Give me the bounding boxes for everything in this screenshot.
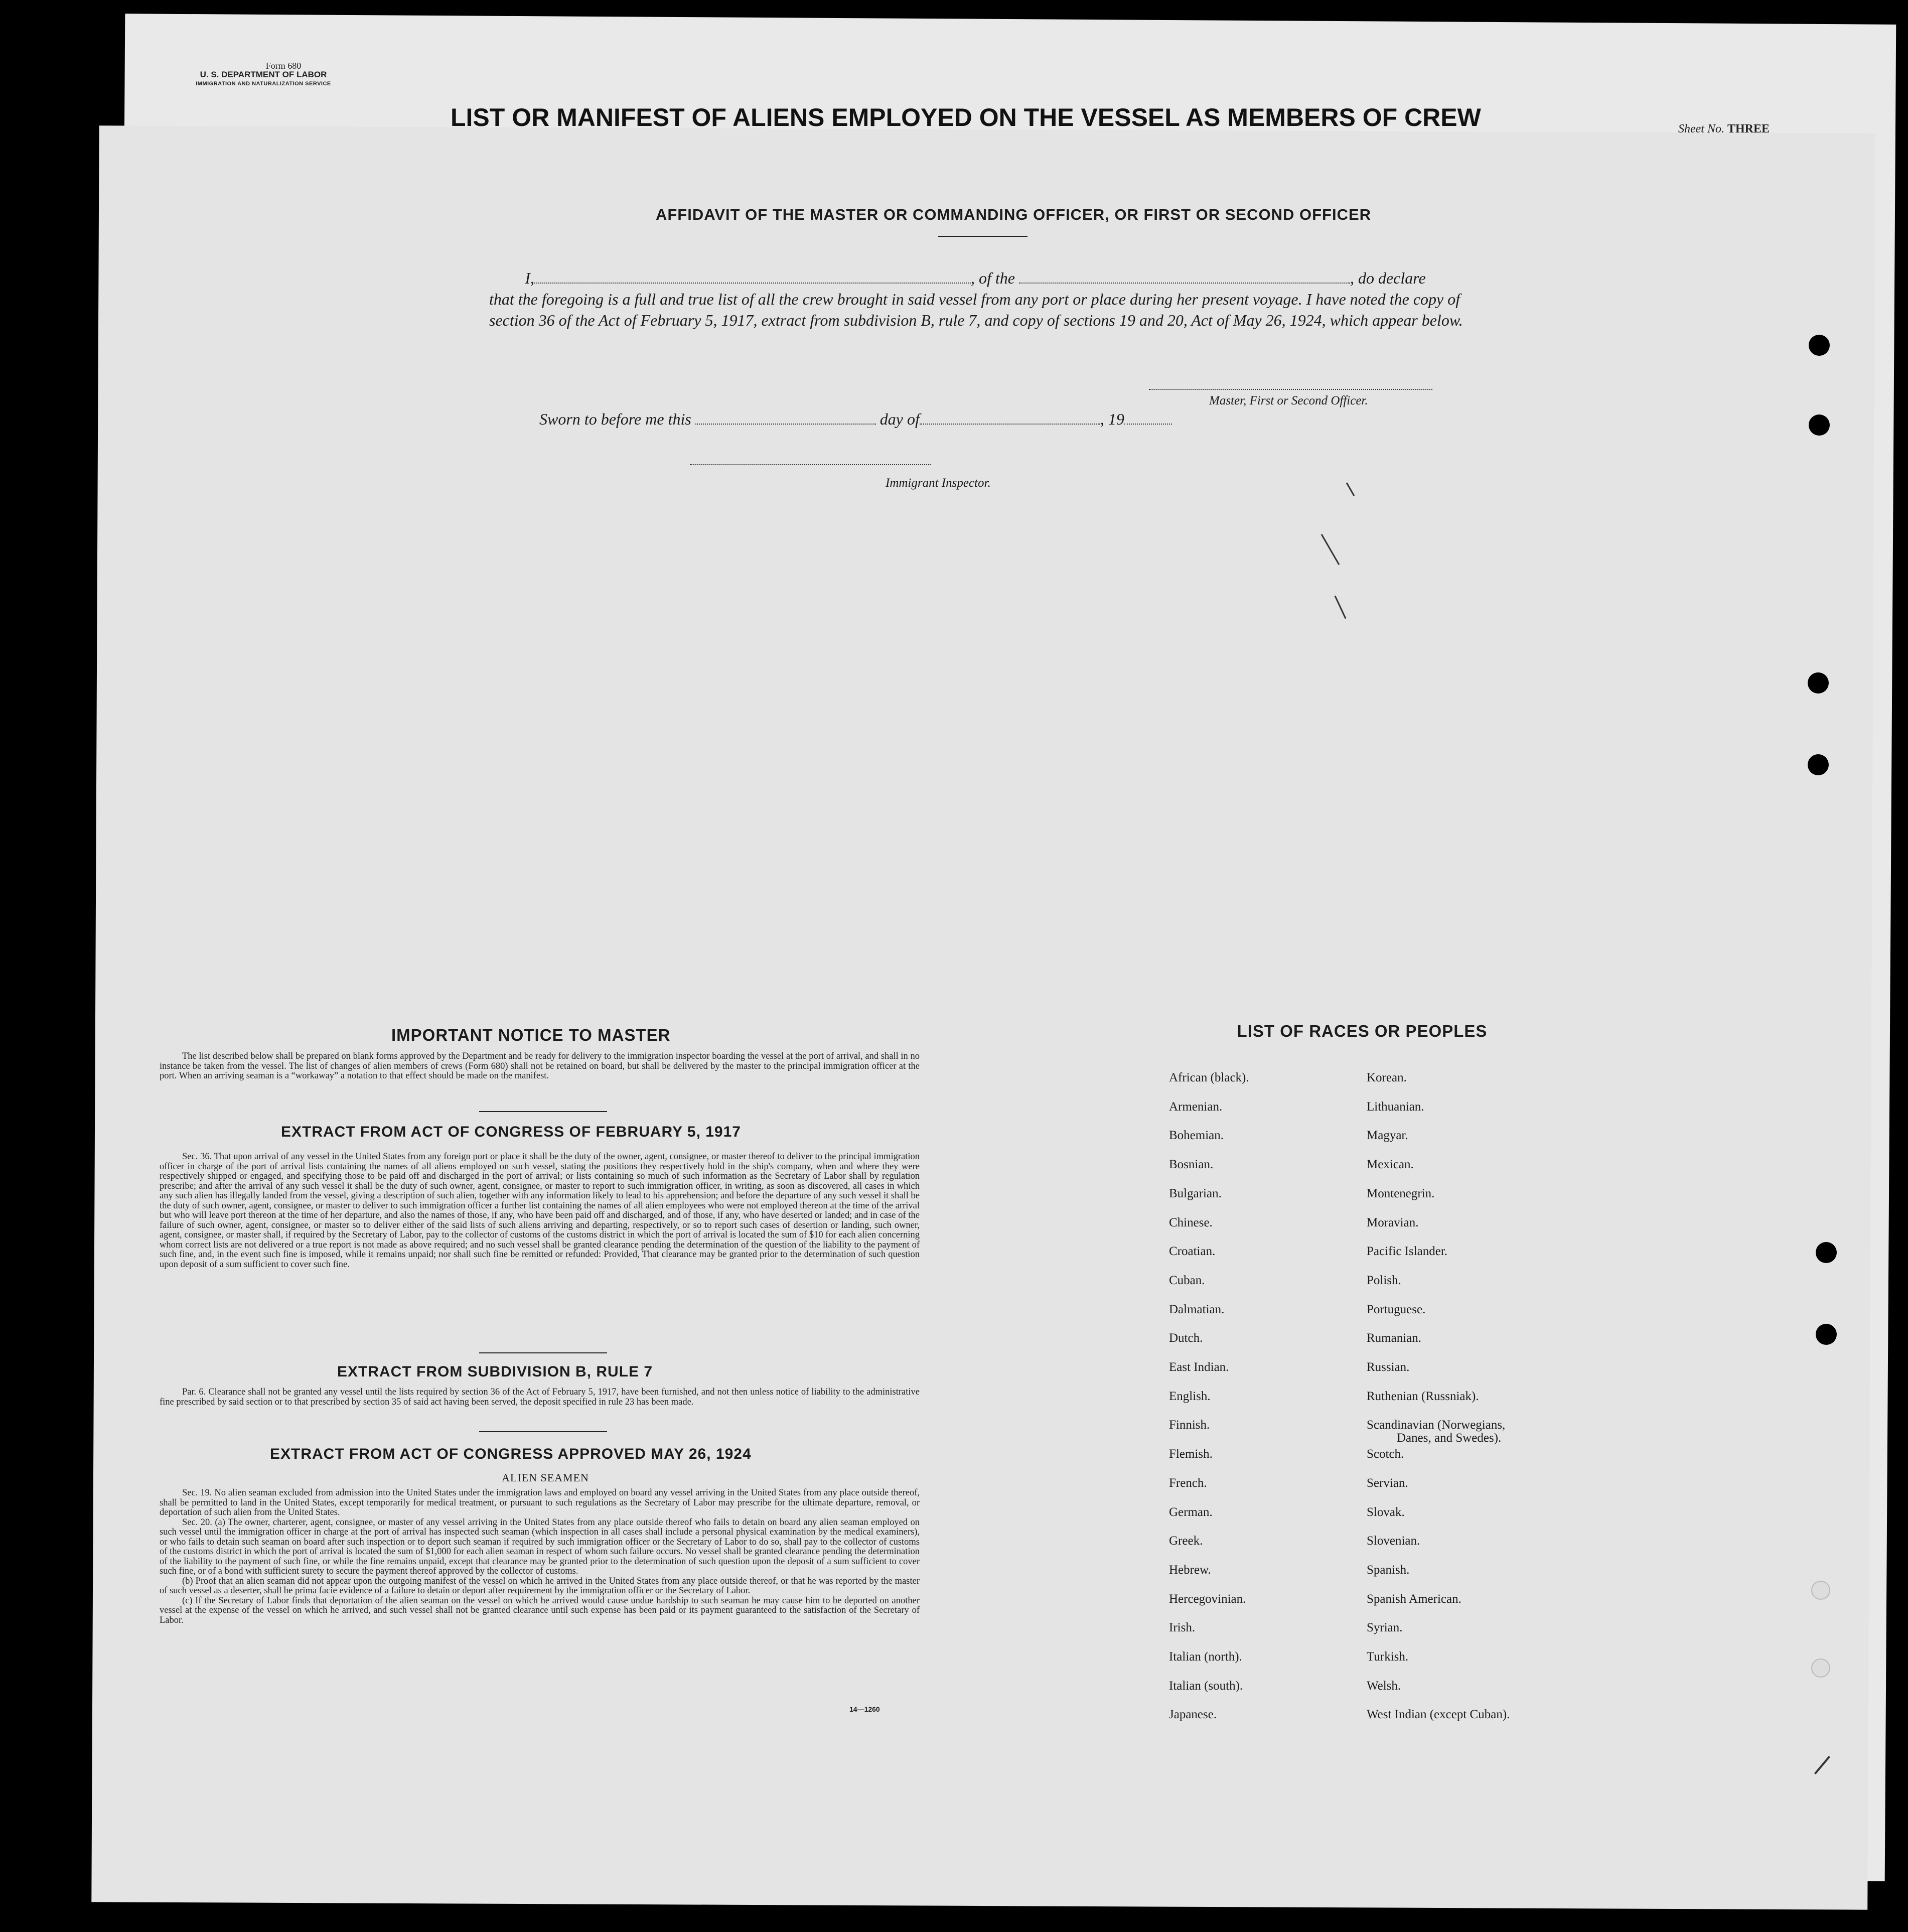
section-rule [479, 1431, 607, 1432]
section-rule [479, 1111, 607, 1112]
declarant-prefix: I, [525, 269, 534, 287]
extract-1917-text [160, 1152, 920, 1270]
extract-1917-paragraph: Sec. 36. That upon arrival of any vessel in the United States from any foreign port or place it shall be the duty of the owner, agent, consignee, or master thereof to deliver to the principal immigration officer in charge of the port of arrival lists containing the names of all aliens employed on such vessel, stating the positions they respectively hold in the ship's company, when and where they were respectively shipped or engaged, and specifying those to be paid off and discharged in the port of arrival; or lists containing so much of such information as the Secretary of Labor shall by regulation prescribe; and after the arrival of any such vessel it shall be the duty of such owner, agent, consignee, or master to report to such immigration officer, in writing, as soon as discovered, all cases in which any such alien has illegally landed from the vessel, giving a description of such alien, together with any information likely to lead to his apprehension; and before the departure of any such vessel it shall be the duty of such owner, agent, consignee, or master to deliver to such immigration officer a further list containing the names of all alien employees who were not employed thereon at the time of the arrival but who will leave port thereon at the time of her departure, and also the names of those, if any, who have been paid off and discharged, and of those, if any, who have deserted or landed; and in case of the failure of such owner, agent, consignee, or master so to deliver either of the said lists of such aliens arriving and departing, respectively, or so to report such cases of desertion or landing, such owner, agent, consignee, or master shall, if required by the Secretary of Labor, pay to the collector of customs of the customs district in which the port of arrival is located the sum of $10 for each alien concerning whom correct lists are not delivered or a true report is not made as above required; and no such vessel shall be granted clearance pending the determination of the question of the liability to the payment of such fine, and, in the event such fine is imposed, while it remains unpaid; nor shall such fine be remitted or refunded: Provided, That clearance may be granted prior to the determination of such question upon deposit of a sum sufficient to cover such fine. [160, 1152, 920, 1270]
sworn-year-field[interactable] [1124, 421, 1172, 425]
race-item: Pacific Islander. [1367, 1245, 1448, 1258]
race-item: Hercegovinian. [1169, 1592, 1246, 1606]
race-item: Slovenian. [1367, 1534, 1420, 1548]
extract-1924-title: EXTRACT FROM ACT OF CONGRESS APPROVED MAY 26, 1924 [270, 1446, 752, 1462]
punch-hole-faint [1811, 1581, 1830, 1600]
sheet-number-label: Sheet No. [1678, 122, 1724, 135]
race-item: Croatian. [1169, 1245, 1216, 1258]
race-item: Bulgarian. [1169, 1187, 1222, 1200]
race-item: Russian. [1367, 1360, 1410, 1374]
race-item: Cuban. [1169, 1274, 1205, 1287]
race-item: Chinese. [1169, 1216, 1213, 1229]
sec-20a-paragraph: Sec. 20. (a) The owner, charterer, agent, consignee, or master of any vessel arriving in the United States from any place outside thereof who fails to detain on board any alien seaman employed on such vessel until the immigration officer in charge at the port of arrival has inspected such seaman (which inspection in all cases shall include a personal physical examination by the medical examiners), or who fails to detain such seaman on board after such inspection or to deport such seaman if required by such immigration officer or the Secretary of Labor to do so, shall pay to the collector of customs of the customs district in which the port of arrival is located the sum of $1,000 for each alien seaman in respect of whom such failure occurs. No vessel shall be granted clearance pending the determination of the liability to the payment of such fine, or while the fine remains unpaid, except that clearance may be granted prior to the determination of such question upon the deposit of a sum sufficient to cover such fine, or of a bond with sufficient surety to secure the payment thereof approved by the collector of customs. [160, 1517, 920, 1576]
notice-text [160, 1052, 920, 1081]
inspector-signature-line[interactable] [690, 464, 931, 465]
race-item: Servian. [1367, 1476, 1408, 1490]
section-rule [479, 1352, 607, 1353]
race-item: Syrian. [1367, 1621, 1403, 1634]
race-item: West Indian (except Cuban). [1367, 1708, 1510, 1721]
race-item: Italian (south). [1169, 1679, 1243, 1693]
race-item: Welsh. [1367, 1679, 1401, 1693]
race-item: Portuguese. [1367, 1303, 1426, 1316]
races-title: LIST OF RACES OR PEOPLES [1237, 1022, 1488, 1040]
punch-hole [1809, 335, 1830, 356]
rule7-title: EXTRACT FROM SUBDIVISION B, RULE 7 [337, 1363, 653, 1380]
declaration-text: that the foregoing is a full and true list of all the crew brought in said vessel from any port or place during her present voyage. I have noted the copy of section 36 of the Act of February 5, 1917, extract from subdivision B, rule 7, and copy of sections 19 and 20, Act of May 26, 1924, which appear below. [489, 290, 1463, 329]
race-item: Scandinavian (Norwegians, [1367, 1418, 1506, 1432]
race-item: Lithuanian. [1367, 1100, 1424, 1114]
race-item: Magyar. [1367, 1129, 1408, 1142]
punch-hole [1808, 672, 1829, 694]
race-item: Italian (north). [1169, 1650, 1242, 1664]
race-item: Finnish. [1169, 1418, 1210, 1432]
vessel-prefix: , of the [971, 269, 1015, 287]
extract-1924-text [160, 1488, 920, 1625]
race-item: Spanish. [1367, 1563, 1410, 1577]
affidavit-title: AFFIDAVIT OF THE MASTER OR COMMANDING OFFICER, OR FIRST OR SECOND OFFICER [655, 206, 1372, 223]
race-item: Armenian. [1169, 1100, 1223, 1114]
race-item: Spanish American. [1367, 1592, 1461, 1606]
race-item: Korean. [1367, 1071, 1407, 1084]
race-item: Bohemian. [1169, 1129, 1224, 1142]
notice-paragraph: The list described below shall be prepared on blank forms approved by the Department and be ready for delivery to the immigration inspector boarding the vessel at the port of arrival, and shall in no instance be taken from the vessel. The list of changes of alien members of crews (Form 680) shall not be retained on board, but shall be delivered by the master to the principal immigration officer at the port. When an arriving seaman is a “workaway” a notation to that effect should be made on the manifest. [160, 1051, 920, 1081]
race-item: African (black). [1169, 1071, 1249, 1084]
sworn-year-label: , 19 [1100, 410, 1124, 428]
race-item: Ruthenian (Russniak). [1367, 1390, 1479, 1403]
declaration-line [489, 267, 1467, 289]
rule7-paragraph: Par. 6. Clearance shall not be granted any vessel until the lists required by section 36 of the Act of February 5, 1917, have been furnished, and not then unless notice of liability to the administrative fine prescribed by said section or to that prescribed by section 35 of said act having been served, the deposit specified in rule 23 has been made. [160, 1387, 920, 1407]
extract-1917-title: EXTRACT FROM ACT OF CONGRESS OF FEBRUARY 5, 1917 [281, 1124, 741, 1140]
race-item: English. [1169, 1390, 1211, 1403]
sworn-month-field[interactable] [920, 421, 1100, 425]
punch-hole-faint [1811, 1659, 1830, 1678]
notice-title: IMPORTANT NOTICE TO MASTER [391, 1026, 671, 1044]
race-item: Irish. [1169, 1621, 1196, 1634]
race-item: East Indian. [1169, 1360, 1229, 1374]
alien-seamen-heading: ALIEN SEAMEN [502, 1471, 589, 1484]
sheet-number-value: THREE [1727, 122, 1770, 135]
manifest-title: LIST OR MANIFEST OF ALIENS EMPLOYED ON THE VESSEL AS MEMBERS OF CREW [451, 103, 1481, 130]
sec-20b-paragraph: (b) Proof that an alien seaman did not appear upon the outgoing manifest of the vessel on which he arrived in the United States from any place outside thereof, or that he was reported by the master of such vessel as a deserter, shall be prima facie evidence of a failure to detain or deport after requirement by the immigration officer or the Secretary of Labor. [160, 1576, 920, 1596]
vessel-name-field[interactable] [1019, 280, 1350, 284]
form-identifier [181, 61, 346, 88]
race-item: Moravian. [1367, 1216, 1419, 1229]
declare-suffix: , do declare [1350, 269, 1426, 287]
race-item: Japanese. [1169, 1708, 1217, 1721]
form-number: Form 680 [265, 61, 302, 71]
race-item: Slovak. [1367, 1505, 1405, 1519]
race-item: Scotch. [1367, 1447, 1404, 1461]
punch-hole [1808, 754, 1829, 775]
race-item: Polish. [1367, 1274, 1401, 1287]
sec-20c-paragraph: (c) If the Secretary of Labor finds that deportation of the alien seaman on the vessel on which he arrived would cause undue hardship to such seaman he may cause him to be deported on another vessel at the expense of the vessel on which he arrived, and such vessel shall not be granted clearance until such expense has been paid or its payment guaranteed to the satisfaction of the Secretary of Labor. [160, 1595, 920, 1625]
punch-hole [1816, 1242, 1837, 1263]
signature-label: Master, First or Second Officer. [1209, 394, 1368, 407]
race-item: Dutch. [1169, 1331, 1203, 1345]
title-rule [938, 236, 1028, 237]
race-item: Flemish. [1169, 1447, 1213, 1461]
inspector-label: Immigrant Inspector. [886, 476, 991, 490]
front-sheet [91, 125, 1875, 1909]
signature-line[interactable] [1149, 389, 1432, 390]
race-item: Rumanian. [1367, 1331, 1422, 1345]
declarant-name-field[interactable] [534, 280, 971, 284]
service-name: IMMIGRATION AND NATURALIZATION SERVICE [196, 81, 331, 87]
race-item-continuation: Danes, and Swedes). [1397, 1431, 1502, 1445]
race-item: Greek. [1169, 1534, 1203, 1548]
race-item: Turkish. [1367, 1650, 1409, 1664]
form-code: 14—1260 [849, 1705, 880, 1713]
race-item: Montenegrin. [1367, 1187, 1435, 1200]
race-item: French. [1169, 1476, 1207, 1490]
rule7-text [160, 1388, 920, 1407]
race-item: Mexican. [1367, 1158, 1414, 1171]
race-item: Bosnian. [1169, 1158, 1214, 1171]
sec-19-paragraph: Sec. 19. No alien seaman excluded from admission into the United States under the immigration laws and employed on board any vessel arriving in the United States from any place outside thereof, shall be permitted to land in the United States, except temporarily for medical treatment, or pursuant to such regulations as the Secretary of Labor may prescribe for the ultimate departure, removal, or deportation of such alien from the United States. [160, 1488, 920, 1517]
race-item: Hebrew. [1169, 1563, 1211, 1577]
race-item: Dalmatian. [1169, 1303, 1225, 1316]
sworn-day-label: day of [879, 410, 920, 428]
punch-hole [1809, 415, 1830, 436]
punch-hole [1816, 1324, 1837, 1345]
sworn-line [539, 410, 1172, 429]
race-item: German. [1169, 1505, 1213, 1519]
sworn-prefix: Sworn to before me this [539, 410, 691, 428]
department-name: U. S. DEPARTMENT OF LABOR [200, 70, 327, 79]
affidavit-body [489, 267, 1467, 331]
sworn-day-field[interactable] [695, 421, 876, 425]
